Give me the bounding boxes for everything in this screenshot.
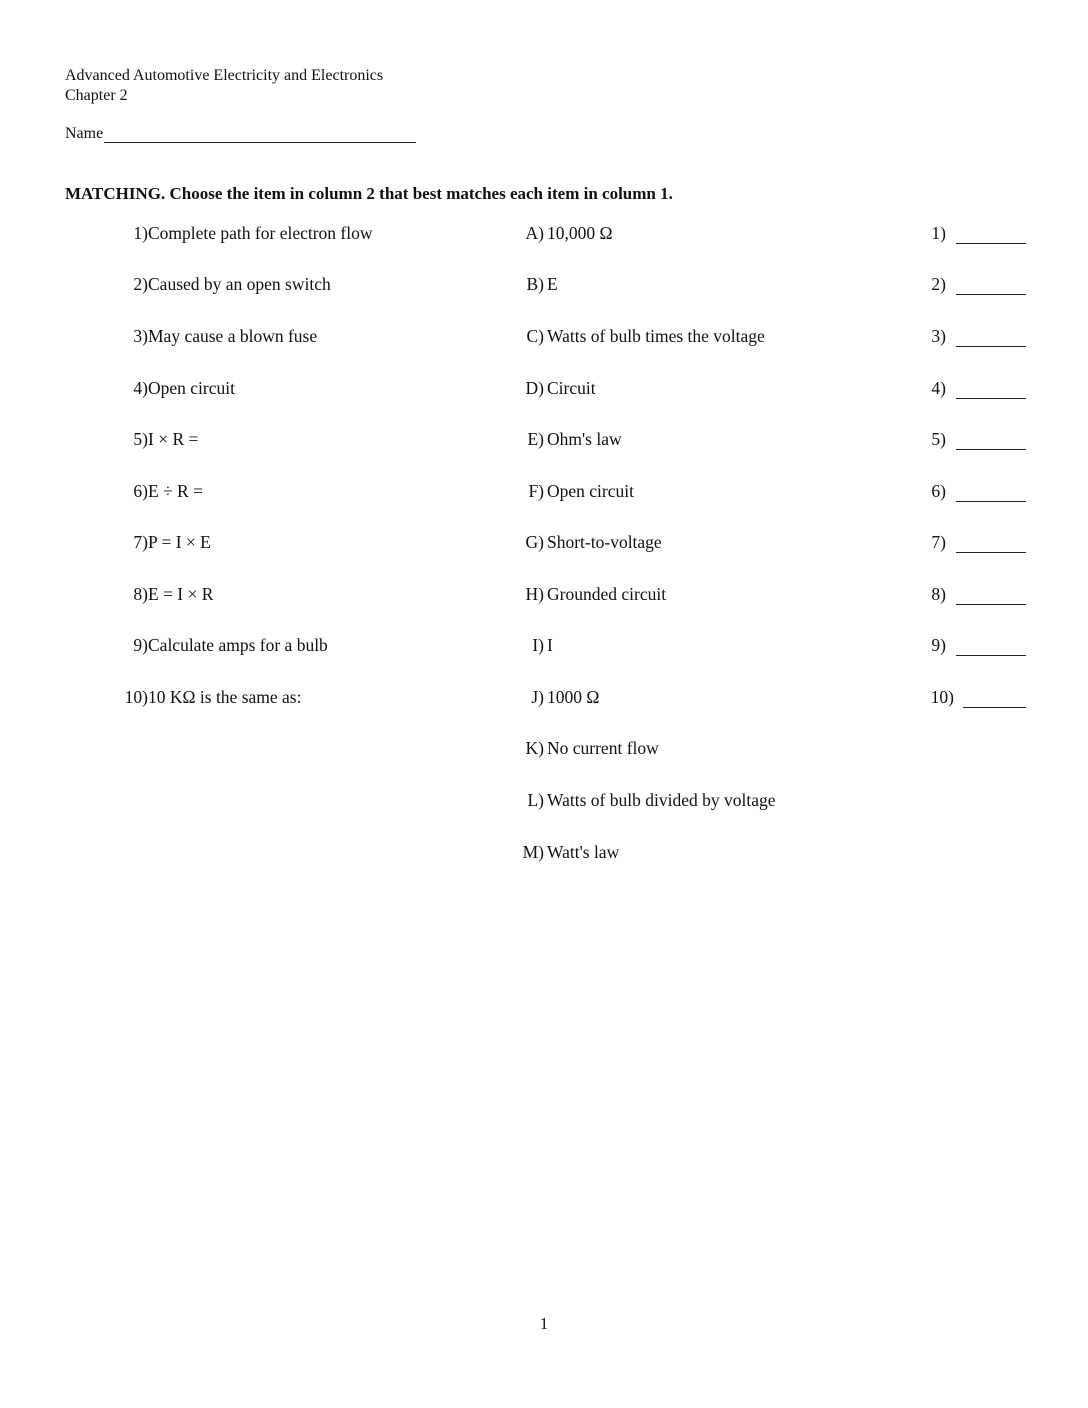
option-row: [0, 842, 1088, 866]
question-number: 7): [133, 532, 148, 552]
matching-row: [0, 481, 1088, 505]
answer-number: 5): [931, 429, 946, 449]
answer-blank[interactable]: [956, 655, 1026, 656]
answer-blank[interactable]: [956, 604, 1026, 605]
option-letter: B): [526, 274, 544, 294]
course-title: Advanced Automotive Electricity and Electronics: [65, 67, 384, 84]
question-number: 4): [133, 378, 148, 398]
option-row: [0, 790, 1088, 814]
option-text: Watts of bulb times the voltage: [547, 326, 765, 346]
name-blank-line[interactable]: [104, 124, 416, 143]
question-number: 5): [133, 429, 148, 449]
option-text: Circuit: [547, 378, 596, 398]
answer-number: 9): [931, 635, 946, 655]
chapter-label: Chapter 2: [65, 87, 128, 104]
option-text: 10,000 Ω: [547, 223, 613, 243]
option-text: 1000 Ω: [547, 687, 600, 707]
answer-blank[interactable]: [956, 501, 1026, 502]
option-letter: M): [522, 842, 544, 862]
answer-blank[interactable]: [963, 707, 1026, 708]
question-text: 10 KΩ is the same as:: [148, 687, 302, 707]
matching-row: [0, 635, 1088, 659]
answer-blank[interactable]: [956, 398, 1026, 399]
option-text: E: [547, 274, 558, 294]
option-letter: H): [525, 584, 544, 604]
answer-blank[interactable]: [956, 294, 1026, 295]
question-number: 2): [133, 274, 148, 294]
answer-blank[interactable]: [956, 449, 1026, 450]
answer-number: 8): [931, 584, 946, 604]
question-text: P = I × E: [148, 532, 211, 552]
matching-row: [0, 223, 1088, 247]
option-letter: L): [527, 790, 544, 810]
option-letter: K): [525, 738, 544, 758]
question-number: 10): [124, 687, 148, 707]
answer-number: 3): [931, 326, 946, 346]
answer-number: 7): [931, 532, 946, 552]
option-text: Ohm's law: [547, 429, 622, 449]
option-text: I: [547, 635, 553, 655]
page-number: 1: [539, 1314, 549, 1333]
name-label: Name: [65, 125, 104, 142]
question-text: I × R =: [148, 429, 199, 449]
matching-row: [0, 274, 1088, 298]
matching-row: [0, 326, 1088, 350]
answer-blank[interactable]: [956, 243, 1026, 244]
answer-number: 4): [931, 378, 946, 398]
option-letter: E): [527, 429, 544, 449]
option-row: [0, 738, 1088, 762]
question-number: 3): [133, 326, 148, 346]
answer-number: 2): [931, 274, 946, 294]
option-text: Watt's law: [547, 842, 620, 862]
answer-number: 6): [931, 481, 946, 501]
matching-row: [0, 584, 1088, 608]
answer-number: 10): [930, 687, 954, 707]
question-number: 8): [133, 584, 148, 604]
option-letter: D): [525, 378, 544, 398]
option-letter: F): [528, 481, 544, 501]
option-letter: I): [532, 635, 544, 655]
matching-row: [0, 429, 1088, 453]
question-number: 1): [133, 223, 148, 243]
matching-row: [0, 532, 1088, 556]
question-text: Complete path for electron flow: [148, 223, 373, 243]
document-header: [65, 66, 383, 106]
option-text: Grounded circuit: [547, 584, 667, 604]
name-row: [65, 124, 416, 143]
question-text: Calculate amps for a bulb: [148, 635, 328, 655]
question-text: E ÷ R =: [148, 481, 203, 501]
question-text: E = I × R: [148, 584, 214, 604]
option-text: Short-to-voltage: [547, 532, 662, 552]
question-text: Open circuit: [148, 378, 235, 398]
question-number: 6): [133, 481, 148, 501]
answer-blank[interactable]: [956, 552, 1026, 553]
question-text: May cause a blown fuse: [148, 326, 318, 346]
option-letter: A): [525, 223, 544, 243]
question-text: Caused by an open switch: [148, 274, 331, 294]
option-letter: J): [531, 687, 544, 707]
question-number: 9): [133, 635, 148, 655]
option-letter: G): [525, 532, 544, 552]
matching-row: [0, 378, 1088, 402]
option-letter: C): [526, 326, 544, 346]
option-text: Open circuit: [547, 481, 634, 501]
option-text: No current flow: [547, 738, 659, 758]
matching-row: [0, 687, 1088, 711]
matching-instructions: MATCHING. Choose the item in column 2 that best matches each item in column 1.: [65, 184, 673, 203]
option-text: Watts of bulb divided by voltage: [547, 790, 776, 810]
answer-blank[interactable]: [956, 346, 1026, 347]
answer-number: 1): [931, 223, 946, 243]
